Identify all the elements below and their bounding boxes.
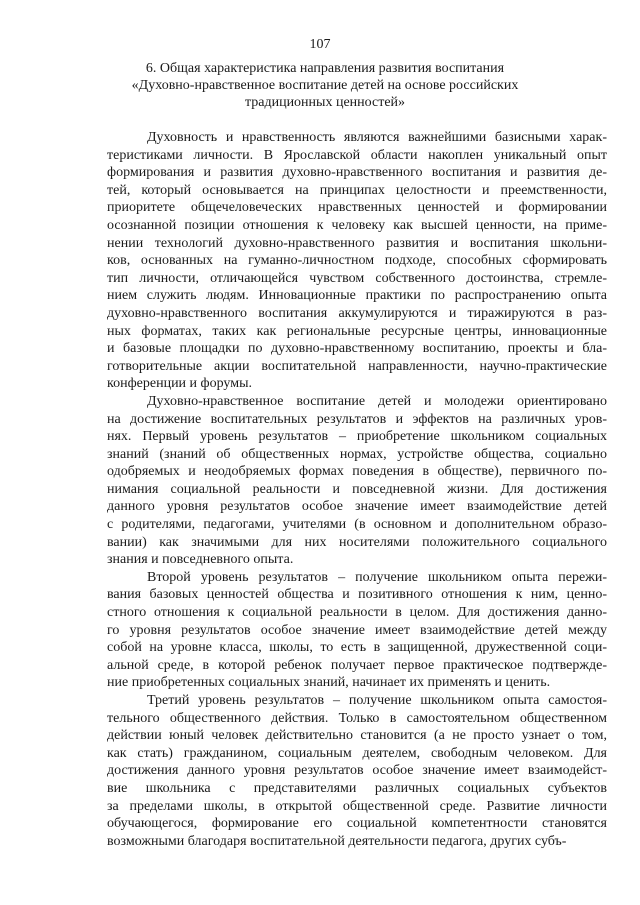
text-line: действии юный человек действительно становится (а не просто узнает о том, <box>107 728 607 744</box>
text-line: нимания социальной реальности и повседневной жизни. Для достижения <box>107 481 607 497</box>
text-line: ние приобретенных социальных знаний, начинает их применять и ценить. <box>107 675 551 691</box>
text-line: Второй уровень результатов – получение школьником опыта пережи- <box>147 569 607 585</box>
text-line: нях. Первый уровень результатов – приобретение школьником социальных <box>107 429 607 445</box>
text-line: за пределами школы, в открытой общественной среде. Развитие личности <box>107 798 607 814</box>
text-line: приоритете общечеловеческих нравственных ценностей и формировании <box>107 200 607 216</box>
paragraph <box>107 129 607 393</box>
text-line: ков, основанных на гуманно-личностном подходе, способных сформировать <box>107 253 607 269</box>
section-heading <box>100 60 550 111</box>
text-line: Духовность и нравственность являются важнейшими базисными харак- <box>147 130 607 145</box>
text-line: теристиками личности. В Ярославской области накоплен уникальный опыт <box>107 147 607 163</box>
text-line: и базовые площадки по духовно-нравственному воспитанию, проекты и бла- <box>107 341 607 357</box>
text-line: на достижение воспитательных результатов и эффектов на различных уров- <box>107 411 607 427</box>
text-line: тип личности, отличающейся чувством собственного достоинства, стремле- <box>107 270 607 286</box>
paragraph <box>107 692 607 850</box>
heading-line: 6. Общая характеристика направления развития воспитания <box>145 61 505 76</box>
text-line: стного отношения к социальной реальности в целом. Для достижения данно- <box>107 605 607 621</box>
text-line: с родителями, педагогами, учителями (в основном и дополнительном образо- <box>107 517 607 533</box>
text-line: нием служить людям. Инновационные практики по распространению опыта <box>107 288 607 304</box>
heading-line: традиционных ценностей» <box>244 95 406 110</box>
text-line: вания базовых ценностей общества и позитивного отношения к ним, ценно- <box>107 587 607 603</box>
text-line: альной среде, в которой ребенок получает первое практическое подтвержде- <box>107 657 607 673</box>
text-line: ных форматах, таких как региональные ресурсные центры, инновационные <box>107 323 607 339</box>
paragraph <box>107 569 607 692</box>
text-line: нении технологий духовно-нравственного развития и воспитания школьни- <box>107 235 607 251</box>
text-line: собой на уровне класса, школы, то есть в защищенной, дружественной соци- <box>107 640 607 656</box>
text-line: знаний (знаний об общественных нормах, устройстве общества, социально <box>107 446 607 462</box>
text-line: вании) как значимыми для них носителями положительного социального <box>107 534 607 550</box>
text-line: формирования и развития духовно-нравственного воспитания и развития де- <box>107 165 607 181</box>
page-number: 107 <box>309 37 331 52</box>
text-line: как стать) гражданином, социальным деятелем, свободным человеком. Для <box>107 745 607 761</box>
text-line: осознанной позиции отношения к человеку как высшей ценности, на приме- <box>107 217 607 233</box>
text-line: данного уровня результатов особое значение имеет взаимодействие детей <box>107 499 607 515</box>
text-line: одобряемых и неодобряемых формах поведения в обществе), первичного по- <box>107 464 607 480</box>
text-line: знания и повседневного опыта. <box>107 552 294 568</box>
text-line: вие школьника с представителями различных социальных субъектов <box>107 780 607 796</box>
text-line: готворительные акции воспитательной направленности, научно-практические <box>107 358 607 374</box>
text-line: го уровня результатов особое значение имеет взаимодействие детей между <box>107 622 607 638</box>
text-line: тей, который основывается на принципах целостности и преемственности, <box>107 182 607 198</box>
paragraph <box>107 393 607 569</box>
text-line: достижения данного уровня результатов особое значение имеет взаимодейст- <box>107 763 607 779</box>
text-line: Третий уровень результатов – получение школьником опыта самостоя- <box>147 693 607 708</box>
text-line: конференции и форумы. <box>107 376 253 392</box>
heading-line: «Духовно-нравственное воспитание детей на основе российских <box>131 78 519 93</box>
body-text <box>107 129 607 850</box>
text-line: обучающегося, формирование его социальной компетентности становятся <box>107 816 607 832</box>
text-line: Духовно-нравственное воспитание детей и молодежи ориентировано <box>147 393 607 409</box>
text-line: возможными благодаря воспитательной деятельности педагога, других субъ- <box>107 833 567 849</box>
text-line: духовно-нравственного воспитания аккумулируются и тиражируются в раз- <box>107 305 607 321</box>
text-line: тельного общественного действия. Только в самостоятельном общественном <box>107 710 607 726</box>
